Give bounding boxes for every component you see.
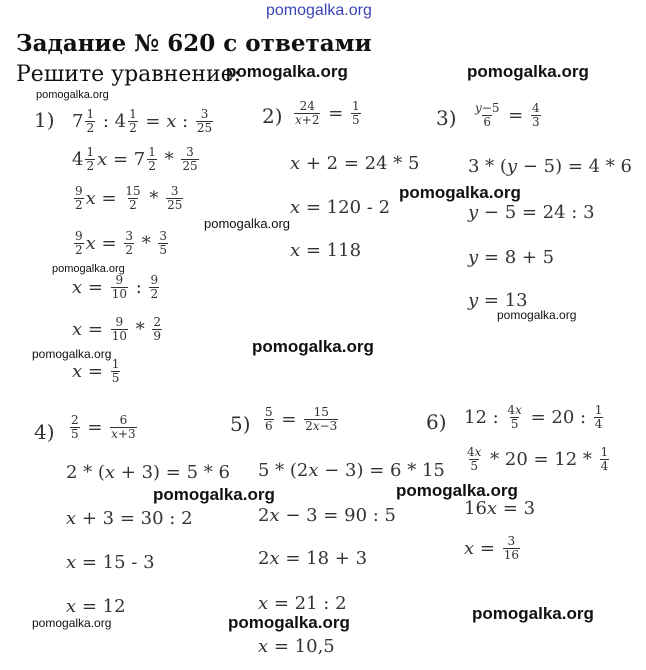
header-watermark: pomogalka.org [266, 2, 372, 19]
problem-1-number: 1) [34, 108, 55, 132]
watermark-small: pomogalka.org [497, 308, 577, 322]
problem-4-line-1: $\frac{2}{5}$ = $\frac{6}{x+3}$ [71, 413, 136, 441]
problem-3-answer: y = 13 [468, 290, 528, 311]
problem-4-line-2: 2 * ( x + 3) = 5 * 6 [66, 462, 230, 483]
problem-2-line-1: $\frac{24}{x+2}$ = $\frac{1}{5}$ [295, 99, 360, 127]
problem-6-number: 6) [426, 410, 447, 434]
problem-4-line-3: x + 3 = 30 : 2 [66, 508, 193, 529]
problem-1-line-2: 4 $\frac{1}{2}$ x = 7 $\frac{1}{2}$ * $\frac{3}{25}$ [72, 145, 198, 173]
problem-1-answer: x = $\frac{1}{5}$ [72, 357, 120, 385]
watermark-small: pomogalka.org [32, 616, 112, 630]
watermark: pomogalka.org [467, 62, 589, 81]
watermark-small: pomogalka.org [36, 89, 109, 101]
problem-3-line-4: y = 8 + 5 [468, 247, 555, 268]
problem-6-line-2: $\frac{4x}{5}$ * 20 = 12 * $\frac{1}{4}$ [467, 445, 609, 473]
watermark: pomogalka.org [252, 337, 374, 356]
problem-2-line-3: x = 120 - 2 [290, 197, 391, 218]
problem-3-line-1: $\frac{y-5}{6}$ = $\frac{4}{3}$ [475, 101, 540, 129]
problem-3-number: 3) [436, 106, 457, 130]
watermark: pomogalka.org [472, 604, 594, 623]
problem-1-line-4: $\frac{9}{2}$ x = $\frac{3}{2}$ * $\frac{3}{5}$ [75, 229, 168, 257]
problem-6-line-1: 12 : $\frac{4x}{5}$ = 20 : $\frac{1}{4}$ [464, 403, 603, 431]
problem-1-line-3: $\frac{9}{2}$ x = $\frac{15}{2}$ * $\frac{3}{25}$ [75, 184, 183, 212]
problem-2-answer: x = 118 [290, 240, 362, 261]
problem-1-line-6: x = $\frac{9}{10}$ * $\frac{2}{9}$ [72, 315, 162, 343]
problem-5-line-4: 2 x = 18 + 3 [258, 548, 368, 569]
problem-6-answer: x = $\frac{3}{16}$ [464, 534, 519, 562]
problem-3-line-3: y − 5 = 24 : 3 [468, 202, 595, 223]
watermark-small: pomogalka.org [52, 263, 125, 275]
problem-4-line-4: x = 15 - 3 [66, 552, 155, 573]
problem-5-line-5: x = 21 : 2 [258, 593, 347, 614]
problem-5-line-1: $\frac{5}{6}$ = $\frac{15}{2x-3}$ [265, 405, 338, 433]
problem-3-line-2: 3 * ( y − 5) = 4 * 6 [468, 156, 632, 177]
problem-1-line-1: 7 $\frac{1}{2}$ : 4 $\frac{1}{2}$ = x : $\frac{3}{25}$ [72, 107, 213, 135]
watermark-small: pomogalka.org [204, 216, 290, 231]
page-title: Задание № 620 с ответами [16, 30, 372, 57]
problem-5-line-3: 2 x − 3 = 90 : 5 [258, 505, 396, 526]
problem-5-number: 5) [230, 412, 251, 436]
problem-5-line-2: 5 * (2 x − 3) = 6 * 15 [258, 460, 445, 481]
problem-2-number: 2) [262, 104, 283, 128]
problem-2-line-2: x + 2 = 24 * 5 [290, 153, 420, 174]
problem-5-answer: x = 10,5 [258, 636, 335, 657]
watermark: pomogalka.org [228, 613, 350, 632]
problem-6-line-3: 16 x = 3 [464, 498, 536, 519]
task-instruction: Решите уравнение: [16, 62, 242, 87]
watermark: pomogalka.org [153, 485, 275, 504]
problem-4-answer: x = 12 [66, 596, 126, 617]
problem-1-line-5: x = $\frac{9}{10}$ : $\frac{9}{2}$ [72, 273, 159, 301]
watermark: pomogalka.org [399, 183, 521, 202]
problem-4-number: 4) [34, 420, 55, 444]
watermark: pomogalka.org [226, 62, 348, 81]
watermark: pomogalka.org [396, 481, 518, 500]
watermark-small: pomogalka.org [32, 347, 112, 361]
